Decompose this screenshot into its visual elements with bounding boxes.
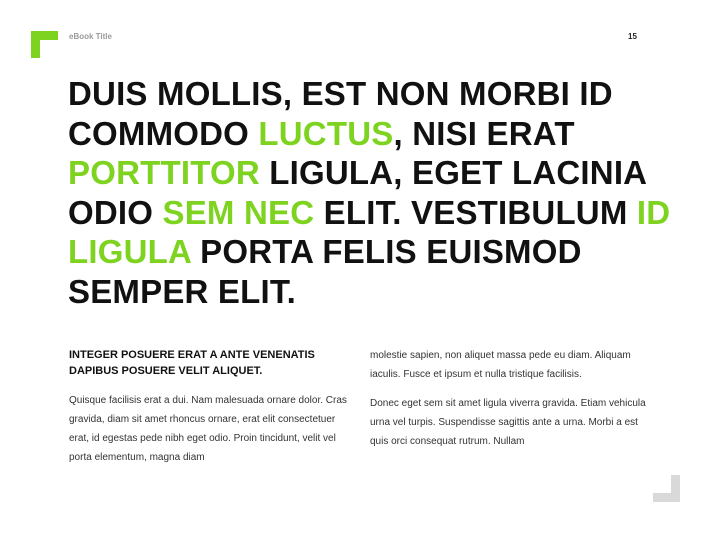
- headline-highlight: LUCTUS: [258, 114, 394, 152]
- right-body-paragraph-1: molestie sapien, non aliquet massa pede eu diam. Aliquam iaculis. Fusce et ipsum et nulla tristique facilisis.: [370, 350, 631, 380]
- right-body-paragraph-2: Donec eget sem sit amet ligula viverra gravida. Etiam vehicula urna vel turpis. Suspendisse sagittis ante a urna. Morbi a est quis orci consequat rutrum. Nullam: [370, 398, 646, 447]
- headline: [68, 74, 678, 311]
- ebook-title: eBook Title: [69, 32, 112, 41]
- headline-highlight: SEM NEC: [162, 193, 315, 231]
- headline-highlight: PORTTITOR: [68, 154, 260, 191]
- corner-mark-bar-vertical: [31, 31, 40, 58]
- page-number: 15: [628, 32, 637, 41]
- headline-segment: PORTA FELIS EUISMOD SEMPER ELIT.: [68, 233, 582, 310]
- right-column: [370, 346, 652, 451]
- column-subhead: INTEGER POSUERE ERAT A ANTE VENENATIS DAPIBUS POSUERE VELIT ALIQUET.: [69, 349, 315, 377]
- headline-segment: DUIS MOLLIS, EST NON MORBI ID COMMODO: [68, 75, 613, 152]
- headline-segment: ELIT. VESTIBULUM: [314, 193, 637, 231]
- left-column: [69, 347, 347, 467]
- headline-highlight: ID LIGULA: [68, 193, 671, 270]
- left-body-paragraph: Quisque facilisis erat a dui. Nam malesuada ornare dolor. Cras gravida, diam sit amet rhoncus ornare, erat elit consectetuer erat, id egestas pede nibh eget odio. Proin tincidunt, velit vel porta elementum, magna diam: [69, 395, 347, 463]
- headline-segment: , NISI ERAT: [393, 114, 575, 152]
- corner-mark-bottom-right: [653, 475, 680, 502]
- headline-segment: LIGULA, EGET LACINIA ODIO: [68, 154, 646, 231]
- corner-mark-bar-vertical: [671, 475, 680, 502]
- corner-mark-top-left: [31, 31, 58, 58]
